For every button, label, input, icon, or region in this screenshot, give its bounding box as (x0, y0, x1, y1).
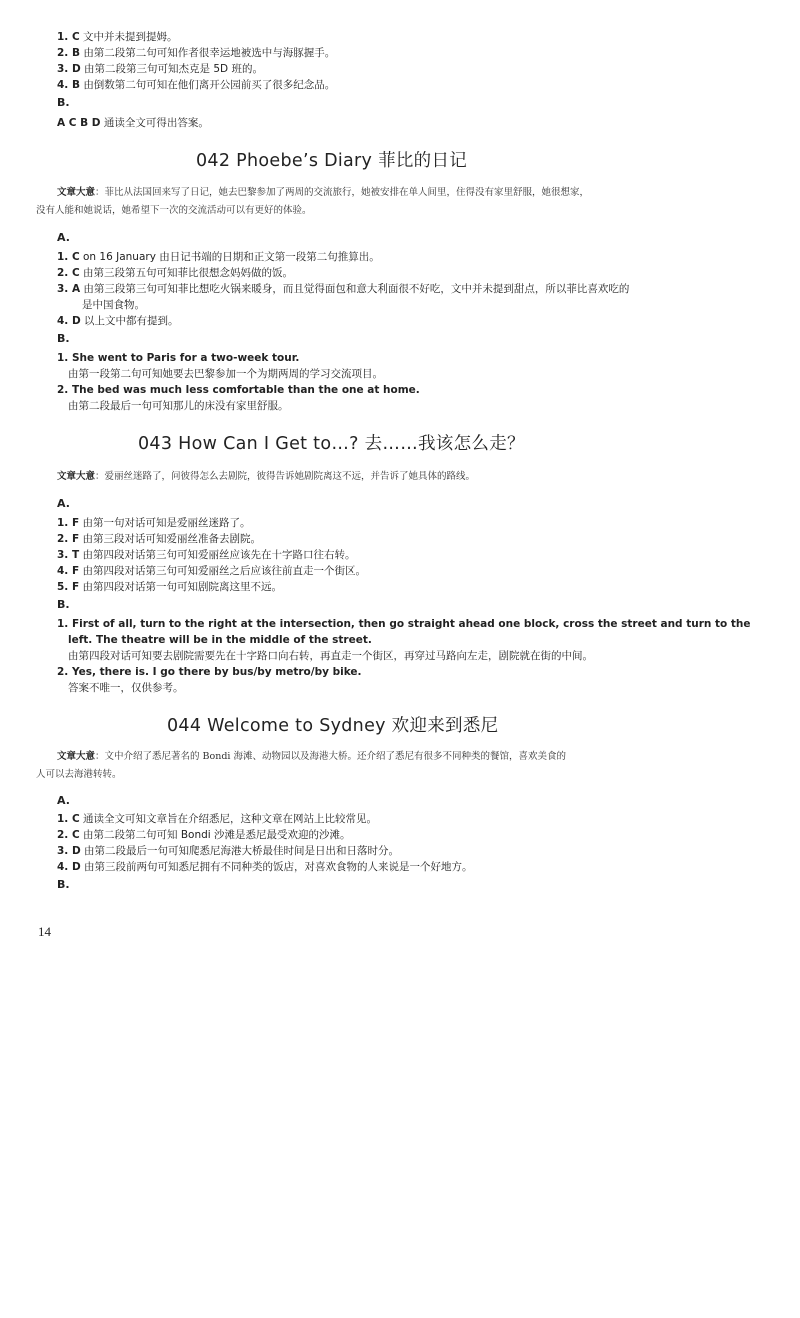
answer-english: 2. Yes, there is. I go there by bus/by metro/by bike. (57, 666, 362, 678)
section-a-label: A. (57, 794, 70, 807)
answer-item: 4. D 由第三段前两句可知悉尼拥有不同种类的饭店，对喜欢食物的人来说是一个好地方。 (57, 861, 473, 873)
section-b-label: B. (57, 332, 70, 345)
summary-042: 文章大意：菲比从法国回来写了日记，她去巴黎参加了两周的交流旅行，她被安排在单人间里，住得没有家里舒服，她很想家， 没有人能和她说话，她希望下一次的交流活动可以有更好的体验。 (36, 187, 590, 216)
answer-english: 1. First of all, turn to the right at the intersection, then go straight ahead one block, cross the street and turn to the (57, 618, 751, 630)
answer-item: 5. F 由第四段对话第一句可知剧院离这里不远。 (57, 581, 282, 593)
answer-item: 1. C 通读全文可知文章旨在介绍悉尼，这种文章在网站上比较常见。 (57, 813, 377, 825)
answer-english-continued: left. The theatre will be in the middle of the street. (68, 634, 372, 646)
section-title-043: 043 How Can I Get to…? 去……我该怎么走？ (138, 434, 525, 454)
answer-item: 2. C 由第二段第二句可知 Bondi 沙滩是悉尼最受欢迎的沙滩。 (57, 829, 351, 841)
section-a-label: A. (57, 497, 70, 510)
answer-item-continued: 是中国食物。 (82, 299, 145, 311)
answer-item: 1. C on 16 January 由日记书端的日期和正文第一段第二句推算出。 (57, 251, 380, 263)
section-b-label: B. (57, 96, 70, 109)
section-a-label: A. (57, 231, 70, 244)
section-title-044: 044 Welcome to Sydney 欢迎来到悉尼 (167, 716, 499, 736)
answer-item: 4. D 以上文中都有提到。 (57, 315, 179, 327)
answer-item: A C B D 通读全文可得出答案。 (57, 117, 209, 129)
answer-explanation: 由第一段第二句可知她要去巴黎参加一个为期两周的学习交流项目。 (68, 368, 383, 380)
section-b-label: B. (57, 878, 70, 891)
answer-item: 4. F 由第四段对话第三句可知爱丽丝之后应该往前直走一个街区。 (57, 565, 366, 577)
answer-item: 3. A 由第三段第三句可知菲比想吃火锅来暖身，而且觉得面包和意大利面很不好吃，文中并未提到甜点，所以菲比喜欢吃的 (57, 283, 630, 295)
answer-item: 2. F 由第三段对话可知爱丽丝准备去剧院。 (57, 533, 261, 545)
answer-item: 3. T 由第四段对话第三句可知爱丽丝应该先在十字路口往右转。 (57, 549, 356, 561)
answer-item: 3. D 由第二段最后一句可知爬悉尼海港大桥最佳时间是日出和日落时分。 (57, 845, 400, 857)
answer-english: 2. The bed was much less comfortable than the one at home. (57, 384, 420, 396)
answer-explanation: 由第四段对话可知要去剧院需要先在十字路口向右转，再直走一个街区，再穿过马路向左走，剧院就在街的中间。 (68, 650, 593, 662)
answer-explanation: 答案不唯一，仅供参考。 (68, 682, 184, 694)
section-b-label: B. (57, 598, 70, 611)
summary-044: 文章大意：文中介绍了悉尼著名的 Bondi 海滩、动物园以及海港大桥。还介绍了悉尼有很多不同种类的餐馆，喜欢美食的 人可以去海港转转。 (36, 751, 566, 780)
summary-043: 文章大意：爱丽丝迷路了，问彼得怎么去剧院，彼得告诉她剧院离这不远，并告诉了她具体的路线。 (57, 471, 476, 482)
answer-explanation: 由第二段最后一句可知那儿的床没有家里舒服。 (68, 400, 289, 412)
page-number: 14 (38, 924, 51, 939)
answer-item: 2. C 由第三段第五句可知菲比很想念妈妈做的饭。 (57, 267, 293, 279)
answer-item: 3. D 由第二段第三句可知杰克是 5D 班的。 (57, 63, 263, 75)
answer-item: 1. C 文中并未提到提姆。 (57, 31, 178, 43)
answer-item: 4. B 由倒数第二句可知在他们离开公园前买了很多纪念品。 (57, 79, 336, 91)
answer-item: 2. B 由第二段第二句可知作者很幸运地被选中与海豚握手。 (57, 47, 336, 59)
answer-english: 1. She went to Paris for a two-week tour. (57, 352, 300, 364)
section-title-042: 042 Phoebe’s Diary 菲比的日记 (196, 151, 468, 171)
answer-item: 1. F 由第一句对话可知是爱丽丝迷路了。 (57, 517, 251, 529)
